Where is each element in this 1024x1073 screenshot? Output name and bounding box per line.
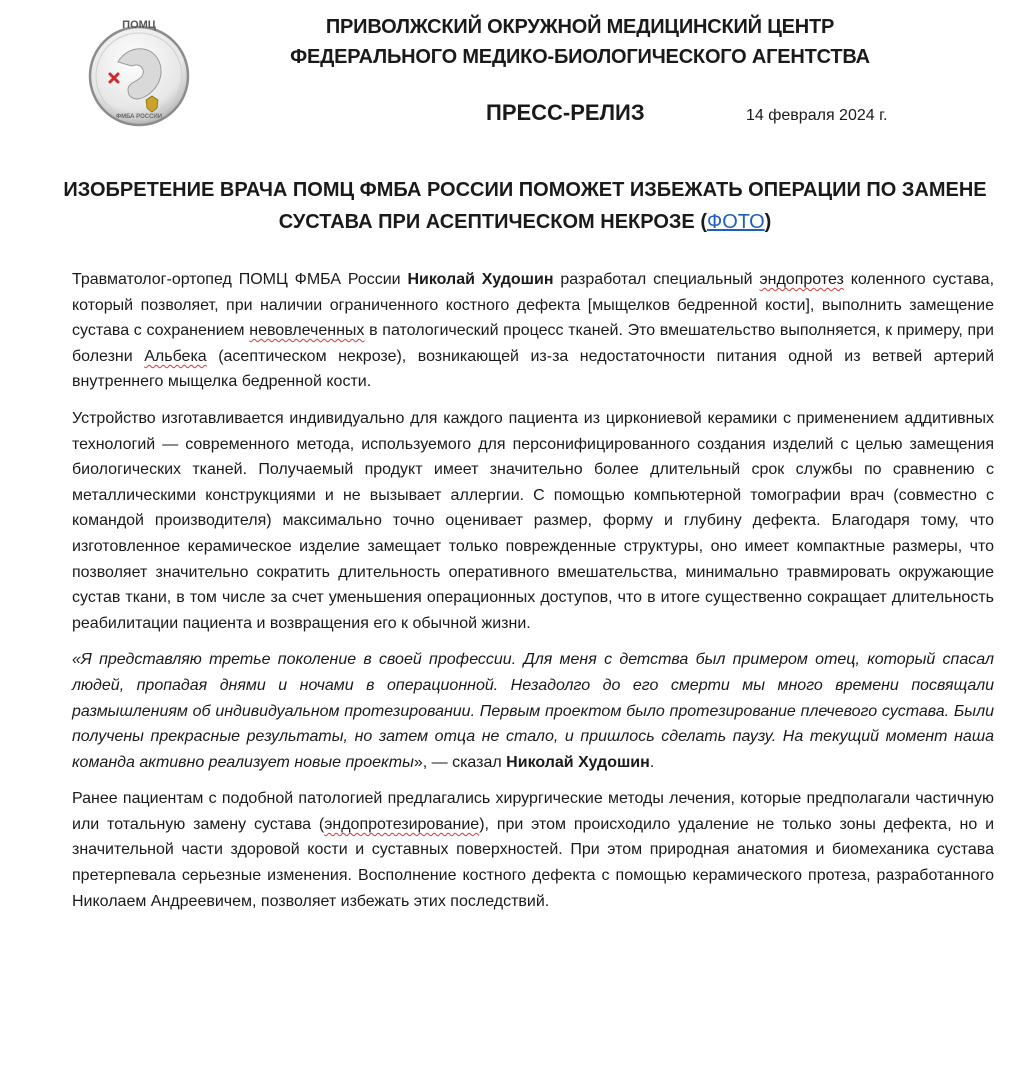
photo-link[interactable]: ФОТО xyxy=(706,211,765,233)
paragraph-4 xyxy=(72,786,994,914)
spellcheck-word: эндопротезирование xyxy=(324,815,480,833)
logo-text-top: ПОМЦ xyxy=(122,19,156,31)
text: в патологический процесс тканей. Это вмешательство выполняется, к примеру, при болезни xyxy=(72,322,994,365)
headline-paren-close: ) xyxy=(764,211,772,233)
release-date: 14 февраля 2024 г. xyxy=(746,107,888,124)
quote-text: «Я представляю третье поколение в своей профессии. Для меня с детства был примером отец, который спасал людей, пропадая днями и ночами в операционной. Незадолго до его смерти мы много времени посвящали размышлениям об индивидуальном протезировании. Первым проектом было протезирование плечевого сустава. Были получены прекрасные результаты, но затем отца не стало, и пришлось сделать паузу. На текущий момент наша команда активно реализует новые проекты xyxy=(72,651,994,771)
headline xyxy=(60,174,990,238)
text: », — сказал xyxy=(413,753,507,771)
headline-paren-open: ( xyxy=(694,211,707,233)
spellcheck-word: эндопротез xyxy=(759,271,844,288)
text: . xyxy=(649,753,655,771)
organization-name xyxy=(250,12,910,72)
spellcheck-word: Альбека xyxy=(144,347,207,365)
article-body xyxy=(72,267,994,925)
text: коленного сустава, который позволяет, при наличии ограниченного костного дефекта [мыщелков бедренной кости], выполнить замещение сустава с сохранением xyxy=(72,271,995,340)
text: ), при этом происходило удаление не только зоны дефекта, но и значительной части здоровой кости и суставных поверхностей. При этом природная анатомия и биомеханика сустава претерпевала серьезные изменения. Восполнение костного дефекта с помощью керамического протеза, разработанного Николаем Андреевичем, позволяет избежать этих последствий. xyxy=(72,815,995,910)
paragraph-1 xyxy=(72,267,994,395)
author-name: Николай Худошин xyxy=(506,753,650,771)
text: разработал специальный xyxy=(553,271,760,288)
paragraph-3-quote xyxy=(72,647,994,775)
logo-text-bottom: ФМБА РОССИИ xyxy=(115,114,163,120)
text: (асептическом некрозе), возникающей из-за недостаточности питания одной из ветвей артерий внутреннего мыщелка бедренной кости. xyxy=(72,347,995,391)
org-line-1: ПРИВОЛЖСКИЙ ОКРУЖНОЙ МЕДИЦИНСКИЙ ЦЕНТР xyxy=(325,16,835,38)
text: Травматолог-ортопед ПОМЦ ФМБА России xyxy=(72,271,408,288)
text: Ранее пациентам с подобной патологией предлагались хирургические методы лечения, которые предполагали частичную или тотальную замену сустава ( xyxy=(72,790,994,833)
doc-type: ПРЕСС-РЕЛИЗ xyxy=(486,100,645,125)
headline-text: ИЗОБРЕТЕНИЕ ВРАЧА ПОМЦ ФМБА РОССИИ ПОМОЖЕТ ИЗБЕЖАТЬ ОПЕРАЦИИ ПО ЗАМЕНЕ СУСТАВА ПРИ АСЕПТИЧЕСКОМ НЕКРОЗЕ xyxy=(63,179,987,233)
pomc-logo xyxy=(88,4,190,148)
author-name: Николай Худошин xyxy=(407,271,554,288)
spellcheck-word: невовлеченных xyxy=(249,322,365,340)
paragraph-2: Устройство изготавливается индивидуально для каждого пациента из циркониевой керамики с применением аддитивных технологий — современного метода, используемого для персонифицированного создания изделий с целью замещения биологических тканей. Получаемый продукт имеет значительно более длительный срок службы по сравнению с металлическими конструкциями и не вызывает аллергии. С помощью компьютерной томографии врач (совместно с командой производителя) максимально точно оценивает размер, форму и глубину дефекта. Благодаря тому, что изготовленное керамическое изделие замещает только поврежденные структуры, оно имеет компактные размеры, что позволяет значительно сократить длительность оперативного вмешательства, минимально травмировать окружающие сустав ткани, в том числе за счет уменьшения операционных доступов, что в итоге существенно сокращает длительность реабилитации пациента и возвращения его к обычной жизни. xyxy=(72,409,994,632)
org-line-2: ФЕДЕРАЛЬНОГО МЕДИКО-БИОЛОГИЧЕСКОГО АГЕНТСТВА xyxy=(290,46,870,68)
